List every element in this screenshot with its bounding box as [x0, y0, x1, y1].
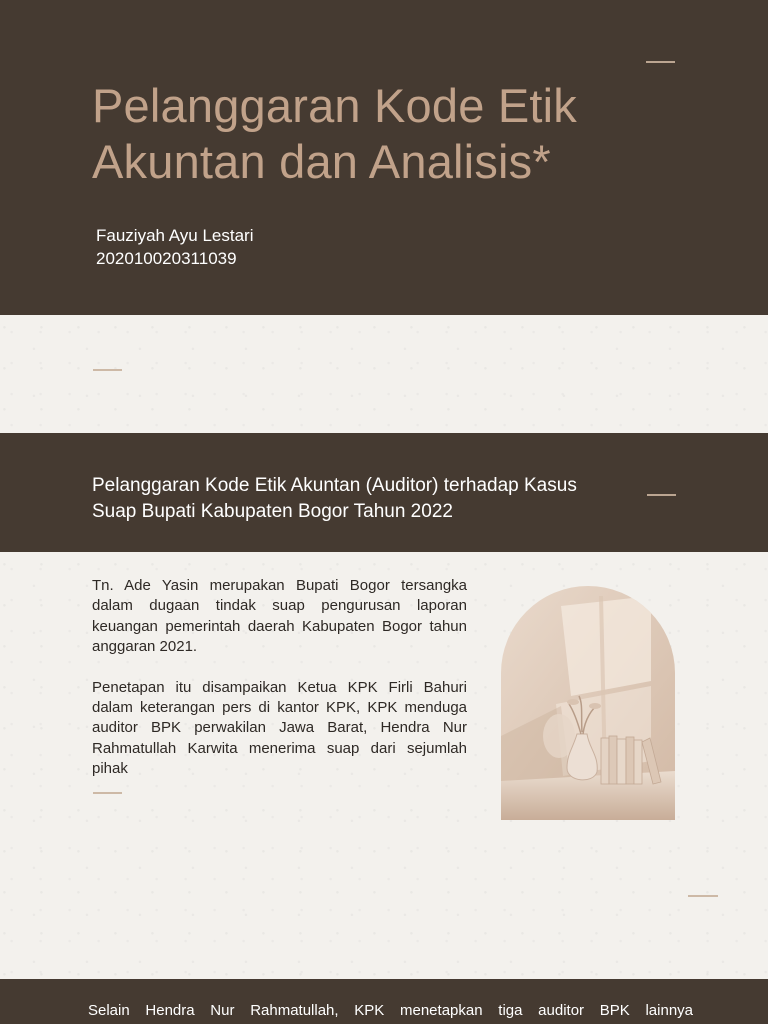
author-name: Fauziyah Ayu Lestari	[96, 226, 254, 245]
section-title-line-2: Suap Bupati Kabupaten Bogor Tahun 2022	[92, 501, 453, 522]
decorative-rule	[93, 369, 122, 371]
cover-slide	[0, 0, 768, 315]
decorative-rule	[647, 494, 676, 496]
vase-books-illustration	[501, 586, 675, 820]
decorative-rule	[688, 895, 718, 897]
section-title-line-1: Pelanggaran Kode Etik Akuntan (Auditor) terhadap Kasus	[92, 475, 577, 496]
paragraph-2: Penetapan itu disampaikan Ketua KPK Firli Bahuri dalam keterangan pers di kantor KPK, KPK menduga auditor BPK perwakilan Jawa Barat, Hendra Nur Rahmatullah Karwita menerima suap dari sejumlah pihak	[92, 678, 467, 778]
paragraph-1: Tn. Ade Yasin merupakan Bupati Bogor tersangka dalam dugaan tindak suap pengurusan laporan keuangan pemerintah daerah Kabupaten Bogor tahun anggaran 2021.	[92, 577, 467, 656]
blank-slide	[0, 315, 768, 433]
title-line-2: Akuntan dan Analisis*	[92, 135, 551, 188]
section-title	[92, 473, 577, 525]
author-block	[96, 224, 254, 270]
next-slide-text: Selain Hendra Nur Rahmatullah, KPK menetapkan tiga auditor BPK lainnya	[88, 1002, 693, 1019]
presentation-title	[92, 78, 577, 190]
author-id: 202010020311039	[96, 249, 237, 268]
decorative-rule	[646, 61, 675, 63]
arched-photo	[501, 586, 675, 820]
section-header-band	[0, 433, 768, 552]
title-line-1: Pelanggaran Kode Etik	[92, 79, 577, 132]
body-text	[92, 576, 467, 800]
